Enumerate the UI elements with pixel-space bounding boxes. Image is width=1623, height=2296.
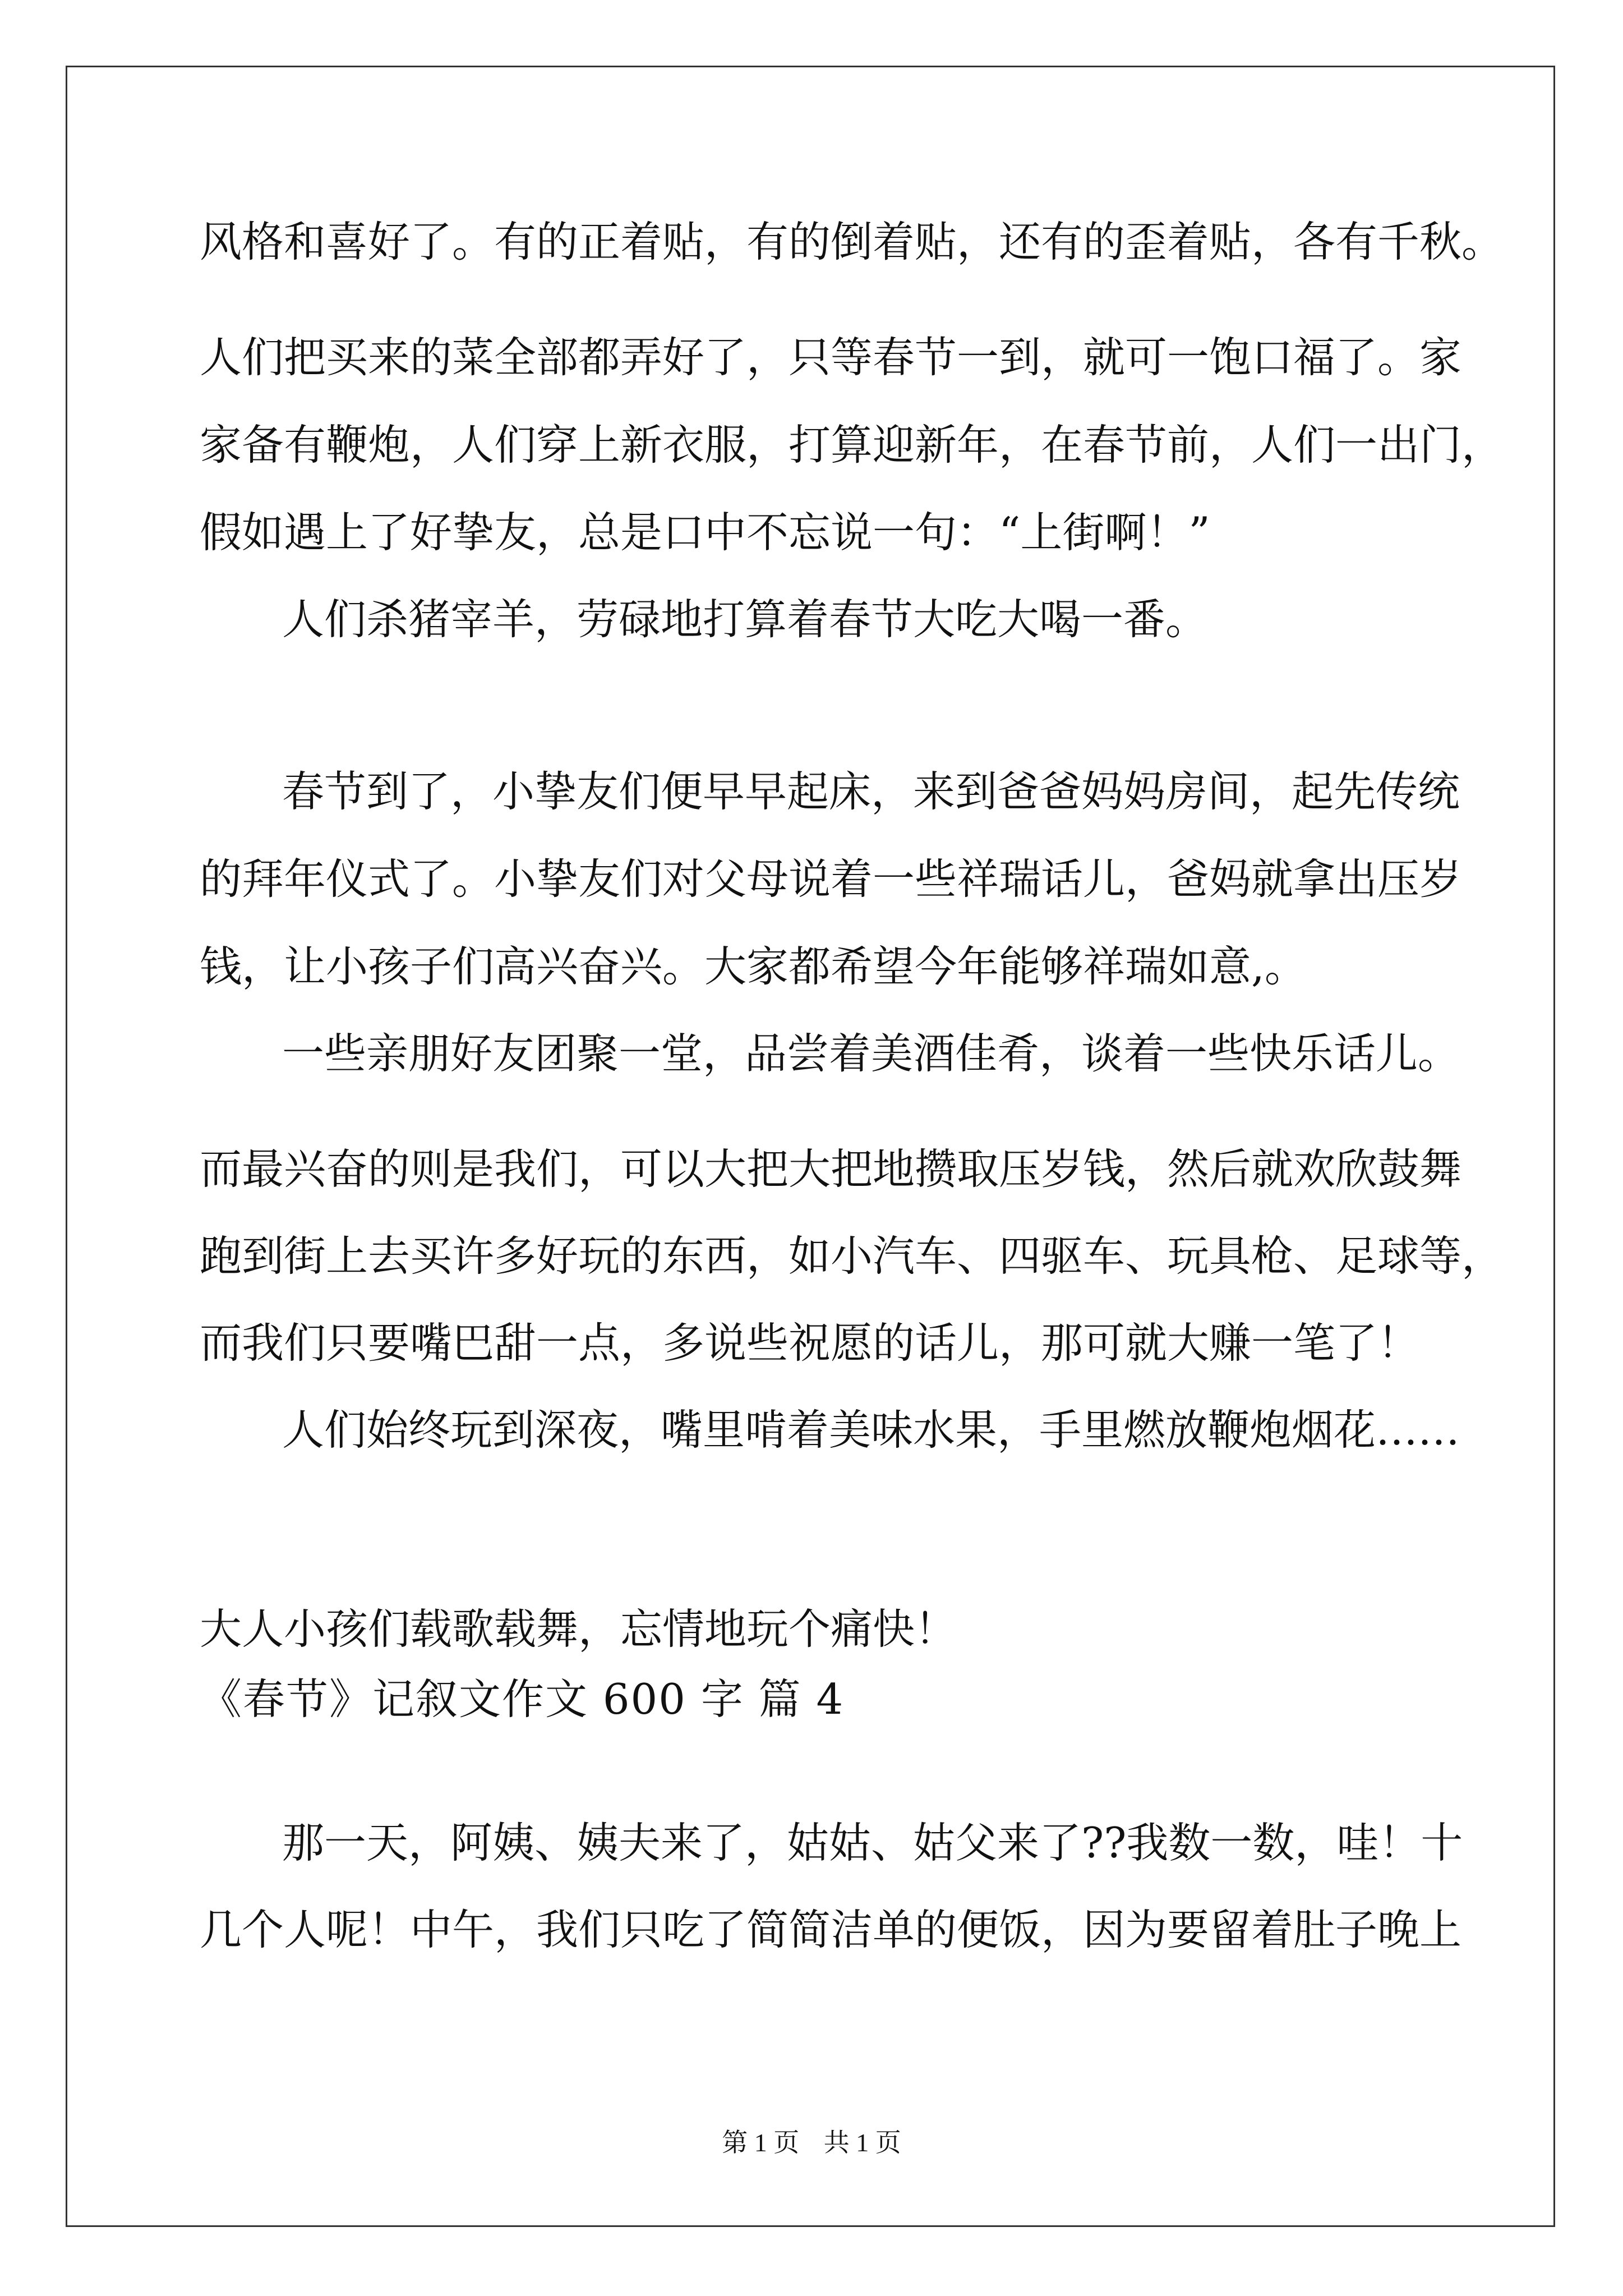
text-line: 人们把买来的菜全部都弄好了，只等春节一到，就可一饱口福了。家: [200, 333, 1462, 382]
page-total: 共 1 页: [823, 2128, 901, 2157]
text-line: 钱，让小孩子们高兴奋兴。大家都希望今年能够祥瑞如意,。: [200, 942, 1307, 991]
text-line: 而我们只要嘴巴甜一点，多说些祝愿的话儿，那可就大赚一笔了！: [200, 1318, 1420, 1368]
page-number: 第 1 页: [722, 2128, 800, 2157]
paragraph-start: 人们杀猪宰羊，劳碌地打算着春节大吃大喝一番。: [282, 595, 1208, 644]
text-line: 家备有鞭炮，人们穿上新衣服，打算迎新年，在春节前，人们一出门，: [200, 420, 1504, 470]
page-footer: [0, 2126, 1623, 2160]
text-line: 的拜年仪式了。小挚友们对父母说着一些祥瑞话儿，爸妈就拿出压岁: [200, 854, 1462, 904]
paragraph-start: 一些亲朋好友团聚一堂，品尝着美酒佳肴，谈着一些快乐话儿。: [282, 1029, 1460, 1078]
text-line: 几个人呢！中午，我们只吃了简简洁单的便饭，因为要留着肚子晚上: [200, 1905, 1462, 1954]
text-line: 而最兴奋的则是我们，可以大把大把地攒取压岁钱，然后就欢欣鼓舞: [200, 1144, 1462, 1194]
text-line: 风格和喜好了。有的正着贴，有的倒着贴，还有的歪着贴，各有千秋。: [200, 217, 1504, 266]
paragraph-start: 春节到了，小挚友们便早早起床，来到爸爸妈妈房间，起先传统: [282, 767, 1460, 816]
paragraph-start: 那一天，阿姨、姨夫来了，姑姑、姑父来了??我数一数，哇！十: [282, 1818, 1463, 1867]
section-heading: 《春节》记叙文作文 600 字 篇 4: [200, 1674, 845, 1724]
text-line: 假如遇上了好挚友，总是口中不忘说一句：“上街啊！”: [200, 508, 1210, 557]
paragraph-start: 人们始终玩到深夜，嘴里啃着美味水果，手里燃放鞭炮烟花……: [282, 1405, 1460, 1455]
text-line: 跑到街上去买许多好玩的东西，如小汽车、四驱车、玩具枪、足球等，: [200, 1231, 1504, 1281]
text-line: 大人小孩们载歌载舞，忘情地玩个痛快！: [200, 1604, 957, 1654]
